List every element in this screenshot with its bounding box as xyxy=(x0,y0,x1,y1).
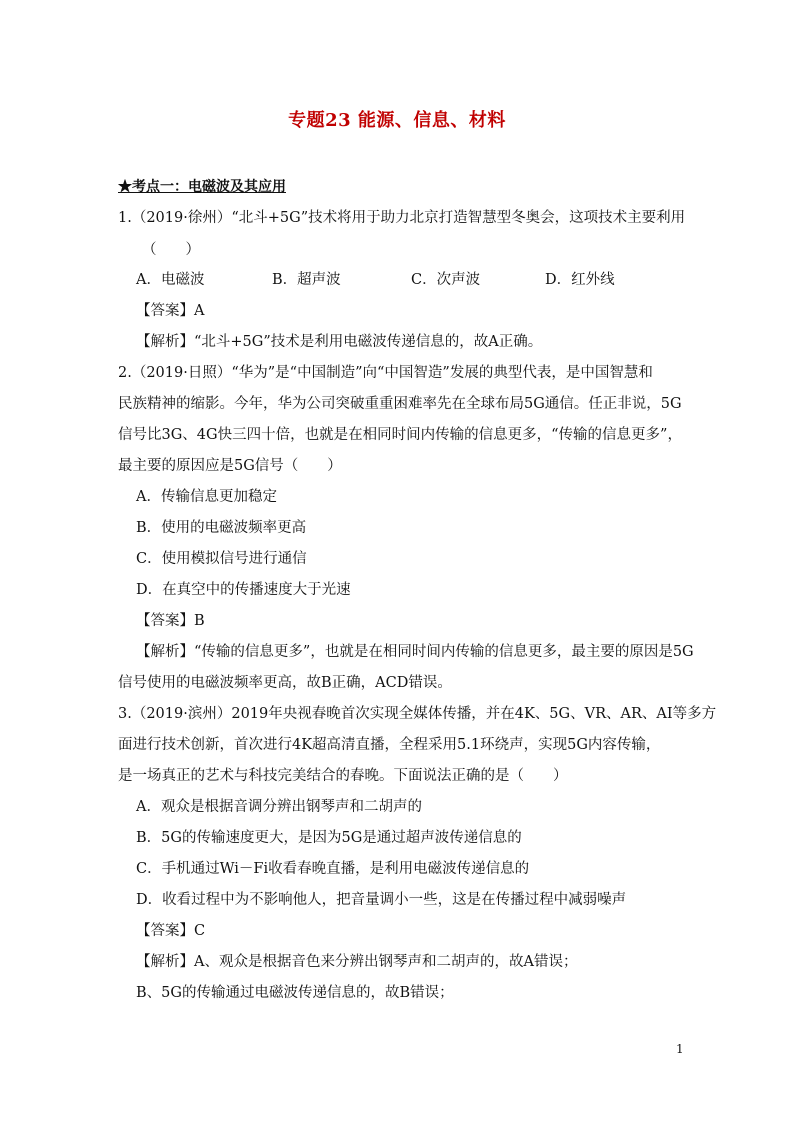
q3-option-c: C．手机通过Wi－Fi收看春晚直播，是利用电磁波传递信息的 xyxy=(136,861,530,877)
q2-option-d: D．在真空中的传播速度大于光速 xyxy=(136,582,351,598)
q3-option-d: D．收看过程中为不影响他人，把音量调小一些，这是在传播过程中减弱噪声 xyxy=(136,892,627,908)
q1-stem-line: （ ） xyxy=(142,242,200,258)
q3-answer: 【答案】C xyxy=(136,923,206,939)
page-title: 专题23 能源、信息、材料 xyxy=(288,110,506,131)
q3-analysis-line: 【解析】A、观众是根据音色来分辨出钢琴声和二胡声的，故A错误； xyxy=(136,954,578,970)
q2-stem-line: 民族精神的缩影。今年，华为公司突破重重困难率先在全球布局5G通信。任正非说，5G xyxy=(118,396,682,412)
q2-answer: 【答案】B xyxy=(136,613,205,629)
q1-answer: 【答案】A xyxy=(136,303,205,319)
q3-stem-line: 是一场真正的艺术与科技完美结合的春晚。下面说法正确的是（ ） xyxy=(118,768,568,784)
q1-option-c: C．次声波 xyxy=(411,272,481,288)
q3-stem-line: 面进行技术创新，首次进行4K超高清直播，全程采用5.1环绕声，实现5G内容传输， xyxy=(118,737,661,753)
q2-option-c: C．使用模拟信号进行通信 xyxy=(136,551,307,567)
q2-stem-line: 2.（2019·日照）“华为”是“中国制造”向“中国智造”发展的典型代表，是中国智慧和 xyxy=(118,365,653,381)
q2-stem-line: 信号比3G、4G快三四十倍，也就是在相同时间内传输的信息更多，“传输的信息更多”， xyxy=(118,427,682,443)
q2-option-a: A．传输信息更加稳定 xyxy=(136,489,277,505)
q3-analysis-line: B、5G的传输通过电磁波传递信息的，故B错误； xyxy=(136,985,454,1001)
q1-stem-line: 1.（2019·徐州）“北斗+5G”技术将用于助力北京打造智慧型冬奥会，这项技术主要利用 xyxy=(118,210,686,226)
q3-option-a: A．观众是根据音调分辨出钢琴声和二胡声的 xyxy=(136,799,422,815)
q3-stem-line: 3.（2019·滨州）2019年央视春晚首次实现全媒体传播，并在4K、5G、VR、AR、AI等多方 xyxy=(118,706,717,722)
section-heading: ★考点一：电磁波及其应用 xyxy=(118,179,286,195)
q1-option-b: B．超声波 xyxy=(272,272,341,288)
q1-option-d: D．红外线 xyxy=(545,272,615,288)
q2-analysis-line: 【解析】“传输的信息更多”，也就是在相同时间内传输的信息更多，最主要的原因是5G xyxy=(136,644,694,660)
q2-analysis-line: 信号使用的电磁波频率更高，故B正确，ACD错误。 xyxy=(118,675,452,691)
q3-option-b: B．5G的传输速度更大，是因为5G是通过超声波传递信息的 xyxy=(136,830,522,846)
page-number: 1 xyxy=(676,1042,684,1056)
q2-stem-line: 最主要的原因应是5G信号（ ） xyxy=(118,458,342,474)
q2-option-b: B．使用的电磁波频率更高 xyxy=(136,520,307,536)
q1-option-a: A．电磁波 xyxy=(136,272,205,288)
q1-analysis: 【解析】“北斗+5G”技术是利用电磁波传递信息的，故A正确。 xyxy=(136,334,543,350)
